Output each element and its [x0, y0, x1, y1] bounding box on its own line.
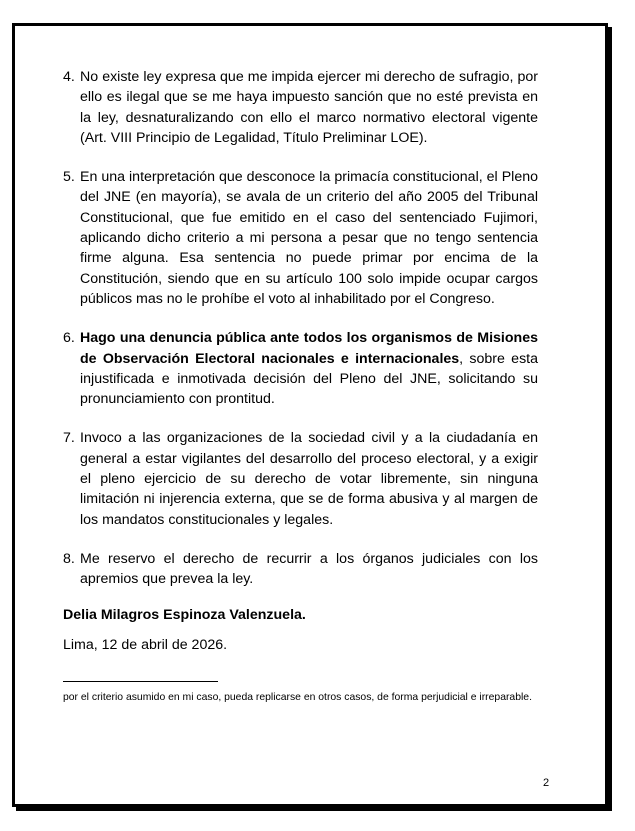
- list-item-text: Invoco a las organizaciones de la sociedad civil y a la ciudadanía en general a estar vigilantes del desarrollo del proceso electoral, y a exigir el pleno ejercicio de su derecho de votar libremente, sin ninguna limitación ni injerencia externa, que se de forma abusiva y al margen de los mandatos constitucionales y legales.: [80, 430, 538, 528]
- list-item-text: Me reservo el derecho de recurrir a los órganos judiciales con los apremios que prevea la ley.: [80, 550, 538, 588]
- list-item-number: 6.: [63, 330, 75, 347]
- list-item-bold-text: Hago una denuncia pública ante todos los organismos de Misiones de Observación Electoral nacionales e internacionales: [80, 330, 538, 367]
- list-item-7: [63, 428, 538, 529]
- footnote-divider: [63, 681, 218, 682]
- list-item-text: [80, 328, 538, 409]
- list-item-number: 4.: [63, 69, 75, 85]
- list-item-regular-text: , sobre esta injustificada e inmotivada decisión del Pleno del JNE, solicitando su pronunciamiento con prontitud.: [80, 350, 538, 408]
- page-number: 2: [543, 777, 550, 789]
- list-item-6: [63, 328, 538, 409]
- list-item-text: En una interpretación que desconoce la primacía constitucional, el Pleno del JNE (en mayoría), se avala de un criterio del año 2005 del Tribunal Constitucional, que fue emitido en el caso del sentenciado Fujimori, aplicando dicho criterio a mi persona a pesar que no tengo sentencia firme alguna. Esa sentencia no puede primar por encima de la Constitución, siendo que en su artículo 100 solo impide ocupar cargos públicos mas no le prohíbe el voto al inhabilitado por el Congreso.: [80, 169, 538, 307]
- list-item-5: [63, 167, 538, 309]
- document-body: [63, 67, 538, 704]
- signature: Delia Milagros Espinoza Valenzuela.: [63, 606, 306, 623]
- list-item-number: 5.: [63, 169, 75, 186]
- list-item-number: 8.: [63, 550, 75, 567]
- list-item-number: 7.: [63, 430, 75, 447]
- list-item-text: No existe ley expresa que me impida ejercer mi derecho de sufragio, por ello es ilegal que se me haya impuesto sanción que no esté prevista en la ley, desnaturalizando con ello el marco normativo electoral vigente (Art. VIII Principio de Legalidad, Título Preliminar LOE).: [80, 69, 538, 146]
- footnote: por el criterio asumido en mi caso, pueda replicarse en otros casos, de forma perjudicial e irreparable.: [63, 691, 532, 703]
- date-line: Lima, 12 de abril de 2026.: [63, 636, 228, 653]
- list-item-8: [63, 549, 538, 590]
- list-item-4: [63, 67, 538, 148]
